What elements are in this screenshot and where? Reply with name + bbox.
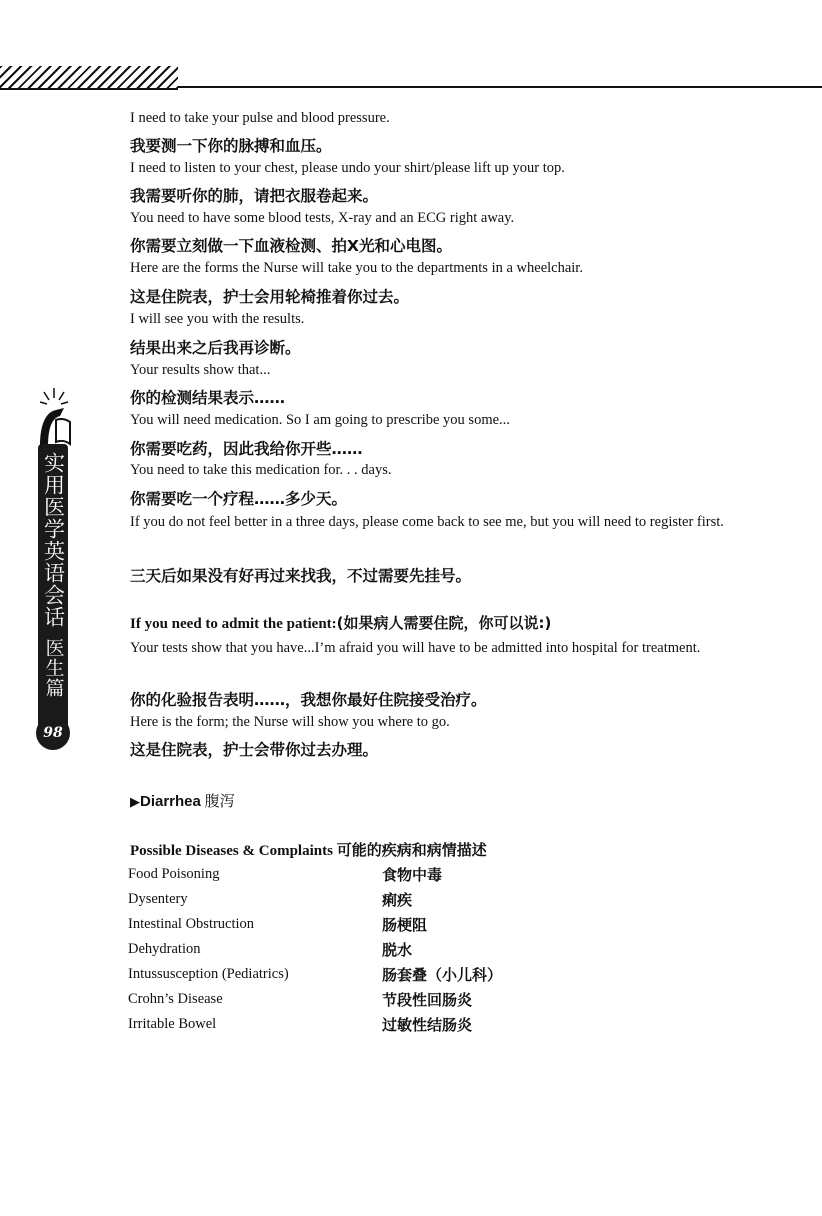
disease-en: Dysentery bbox=[128, 891, 188, 907]
admit-heading bbox=[130, 612, 551, 633]
disease-zh: 过敏性结肠炎 bbox=[382, 1016, 473, 1034]
disease-zh: 痢疾 bbox=[382, 891, 413, 909]
table-row bbox=[128, 862, 688, 887]
disease-zh: 脱水 bbox=[382, 941, 413, 959]
phrase-zh: 这是住院表，护士会用轮椅推着你过去。 bbox=[130, 288, 410, 306]
admit-phrase-en: Your tests show that you have...I’m afraid you will have to be admitted into hospital for treatment. bbox=[130, 640, 701, 656]
phrase-zh: 我需要听你的肺，请把衣服卷起来。 bbox=[130, 187, 379, 205]
phrase-en: You need to have some blood tests, X-ray and an ECG right away. bbox=[130, 210, 515, 226]
section-title: 医生篇 bbox=[42, 638, 65, 698]
table-row bbox=[128, 962, 688, 987]
table-row bbox=[128, 912, 688, 937]
disease-en: Crohn’s Disease bbox=[128, 991, 223, 1007]
admit-phrase-en: Here is the form; the Nurse will show you where to go. bbox=[130, 714, 450, 730]
table-row bbox=[128, 887, 688, 912]
section-title-zh: 腹泻 bbox=[204, 792, 235, 810]
side-title-bar bbox=[38, 444, 68, 728]
admit-heading-zh: (如果病人需要住院，你可以说:) bbox=[336, 614, 552, 632]
header-rule bbox=[178, 86, 822, 88]
header-hatch-decoration bbox=[0, 66, 178, 90]
phrase-en: I need to take your pulse and blood pressure. bbox=[130, 110, 390, 126]
phrase-en: Here are the forms the Nurse will take you to the departments in a wheelchair. bbox=[130, 260, 583, 276]
disease-en: Intestinal Obstruction bbox=[128, 916, 255, 932]
table-row bbox=[128, 987, 688, 1012]
diseases-heading-en: Possible Diseases & Complaints bbox=[130, 843, 333, 859]
table-row bbox=[128, 937, 688, 962]
disease-en: Irritable Bowel bbox=[128, 1016, 217, 1032]
disease-en: Food Poisoning bbox=[128, 866, 220, 882]
phrase-en: Your results show that... bbox=[130, 362, 271, 378]
admit-phrase-zh: 你的化验报告表明……，我想你最好住院接受治疗。 bbox=[130, 691, 487, 709]
diseases-table bbox=[128, 862, 688, 1037]
phrase-zh: 你需要吃药，因此我给你开些…… bbox=[130, 440, 363, 458]
phrase-zh: 我要测一下你的脉搏和血压。 bbox=[130, 137, 332, 155]
diseases-heading-zh: 可能的疾病和病情描述 bbox=[336, 841, 487, 859]
disease-en: Dehydration bbox=[128, 941, 201, 957]
table-row bbox=[128, 1012, 688, 1037]
phrase-en-long: If you do not feel better in a three days, please come back to see me, but you will need to register first. bbox=[130, 514, 724, 530]
open-book-icon bbox=[34, 386, 74, 448]
disease-en: Intussusception (Pediatrics) bbox=[128, 966, 289, 982]
side-tab bbox=[34, 386, 74, 756]
diseases-heading bbox=[130, 839, 487, 860]
phrase-zh: 结果出来之后我再诊断。 bbox=[130, 339, 301, 357]
phrase-en: I will see you with the results. bbox=[130, 311, 305, 327]
disease-zh: 肠梗阻 bbox=[382, 916, 428, 934]
disease-zh: 节段性回肠炎 bbox=[382, 991, 473, 1009]
phrase-zh: 三天后如果没有好再过来找我，不过需要先挂号。 bbox=[130, 567, 472, 585]
phrase-zh: 你需要吃一个疗程……多少天。 bbox=[130, 490, 348, 508]
phrase-en: I need to listen to your chest, please undo your shirt/please lift up your top. bbox=[130, 160, 565, 176]
disease-zh: 肠套叠（小儿科） bbox=[382, 966, 503, 984]
section-title-en: Diarrhea bbox=[140, 793, 201, 810]
triangle-marker-icon: ▶ bbox=[130, 795, 140, 810]
admit-heading-en: If you need to admit the patient: bbox=[130, 616, 337, 632]
page-number-badge: 98 bbox=[36, 716, 70, 750]
book-title: 实用医学英语会话 bbox=[41, 452, 66, 628]
phrase-en: You will need medication. So I am going to prescribe you some... bbox=[130, 412, 510, 428]
phrase-zh: 你需要立刻做一下血液检测、拍X光和心电图。 bbox=[130, 237, 452, 255]
phrase-zh: 你的检测结果表示…… bbox=[130, 389, 286, 407]
section-heading-diarrhea bbox=[130, 790, 235, 811]
phrase-en: You need to take this medication for. . . days. bbox=[130, 462, 392, 478]
admit-phrase-zh: 这是住院表，护士会带你过去办理。 bbox=[130, 741, 379, 759]
disease-zh: 食物中毒 bbox=[382, 866, 443, 884]
